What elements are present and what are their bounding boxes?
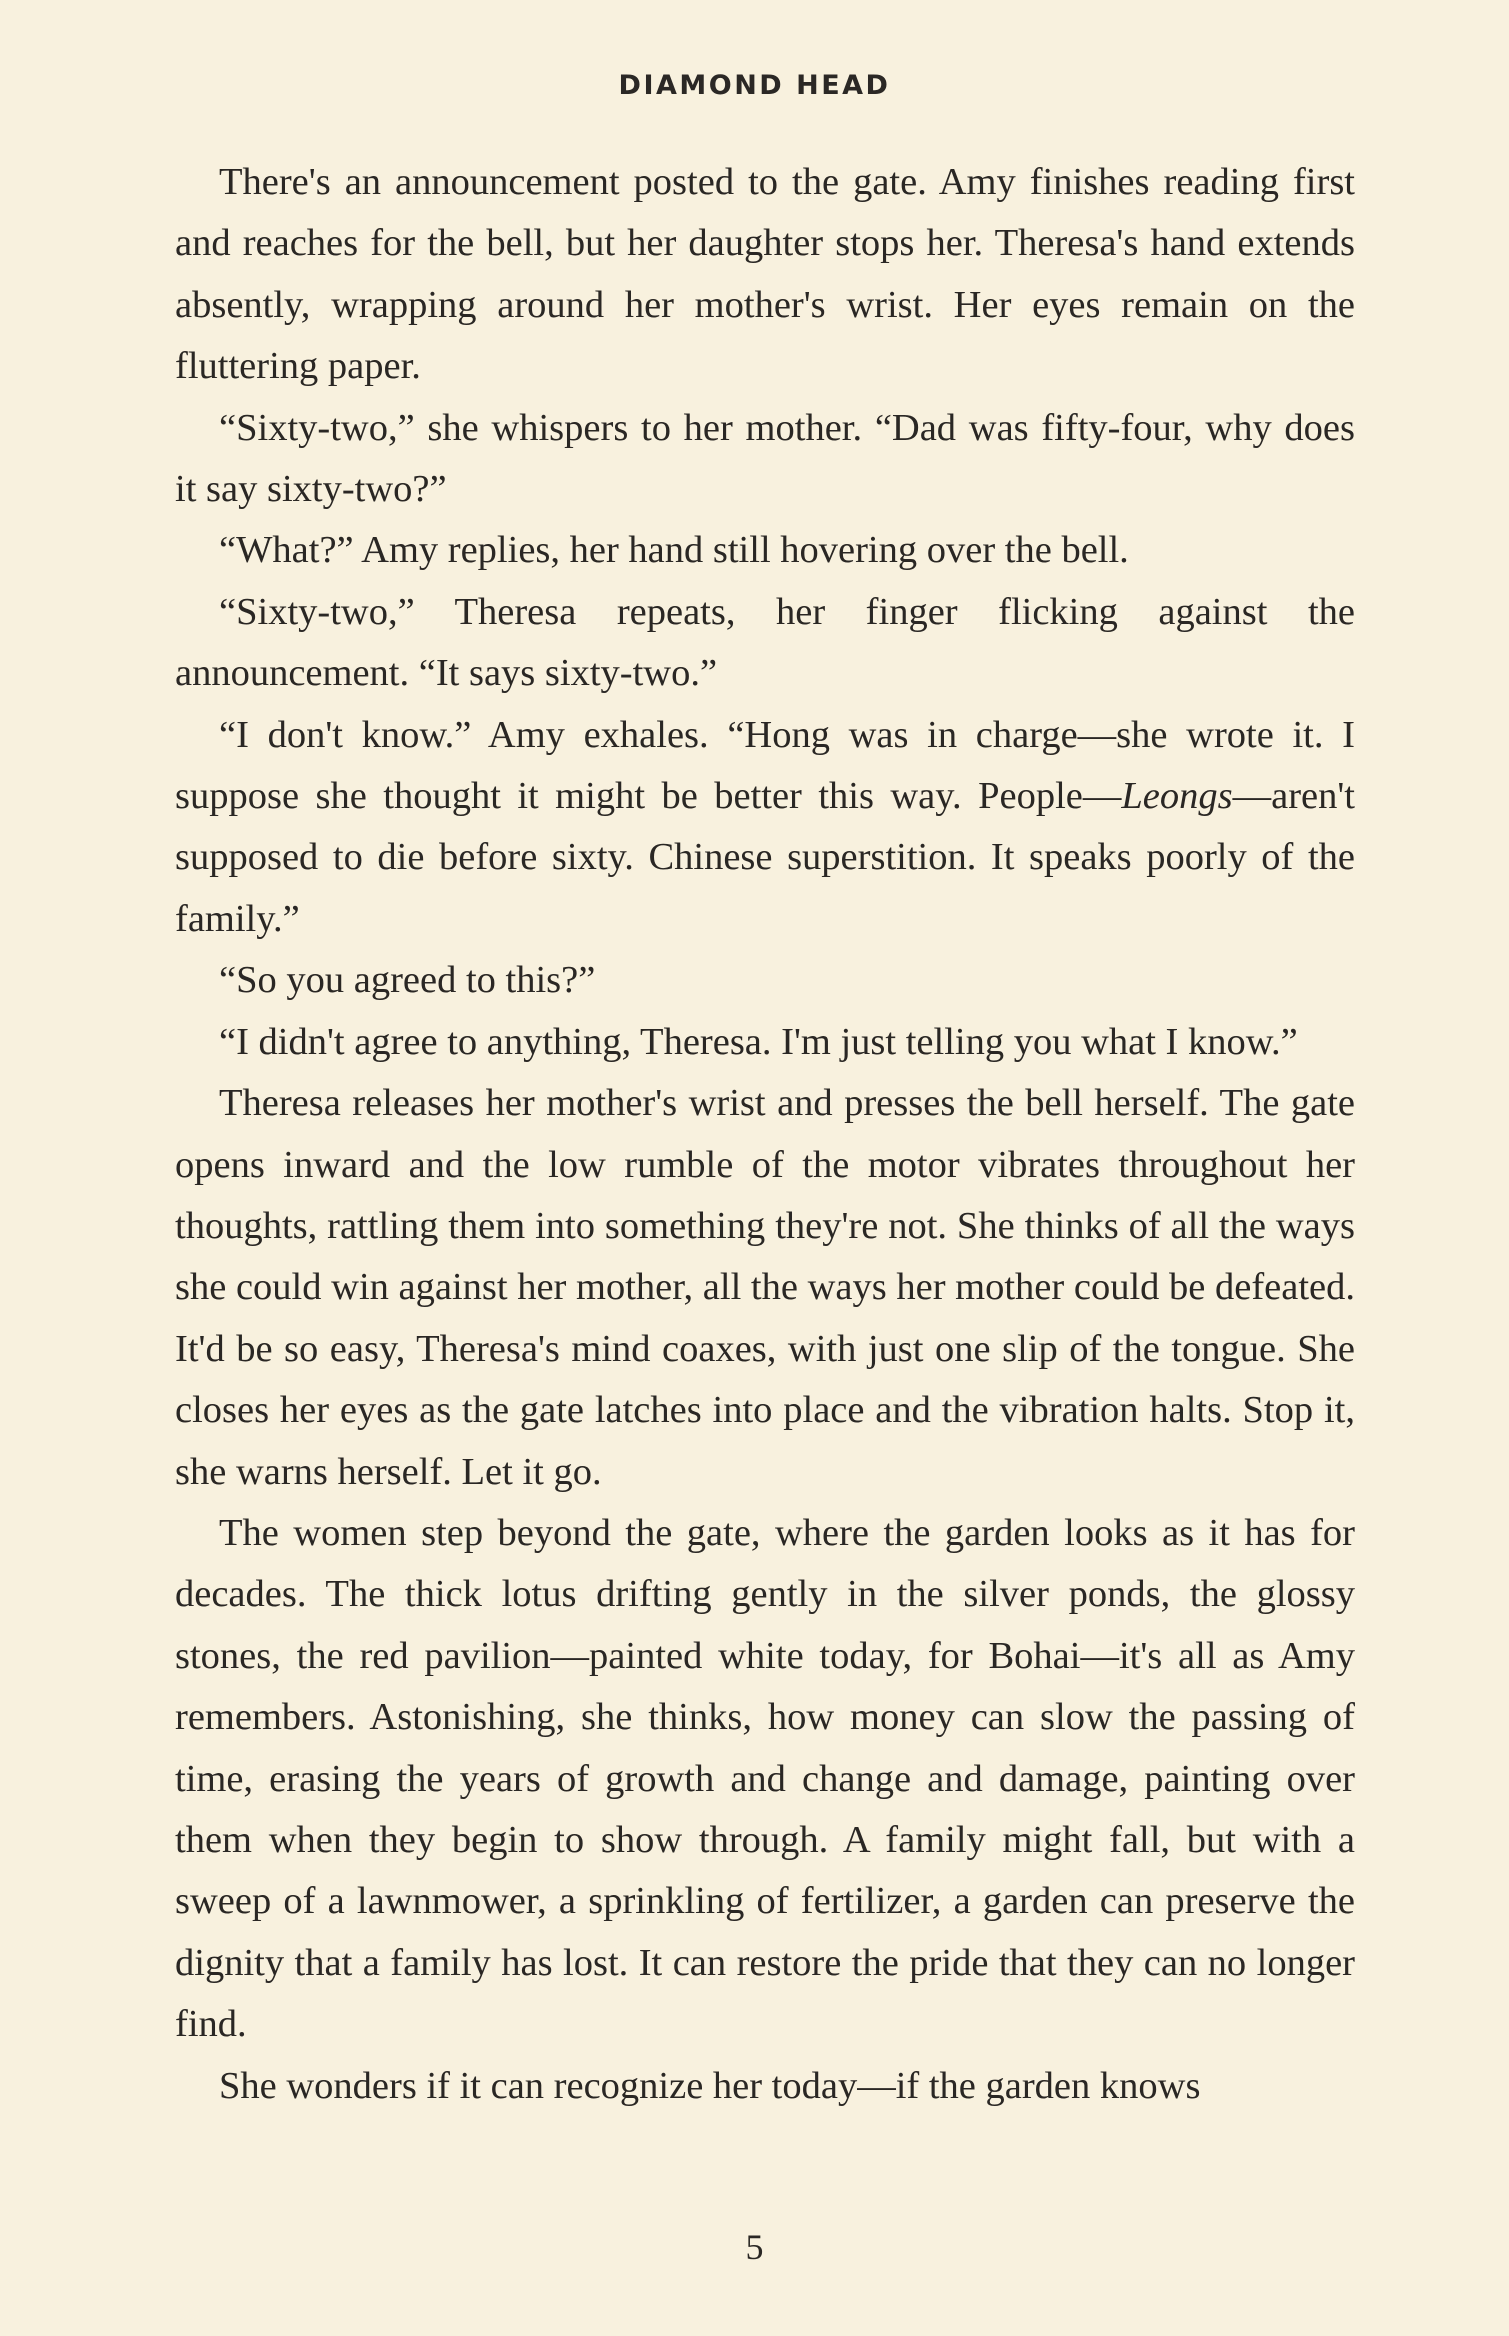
paragraph-2: “Sixty-two,” she whispers to her mother. “Dad was fifty-four, why does it say sixty-two?” <box>175 406 1355 511</box>
paragraph-4: “Sixty-two,” Theresa repeats, her finger flicking against the announcement. “It says sixty-two.” <box>175 590 1355 695</box>
paragraph-5 <box>175 705 1355 951</box>
page-number: 5 <box>745 2227 764 2267</box>
paragraph-7: “I didn't agree to anything, Theresa. I'm just telling you what I know.” <box>219 1020 1298 1063</box>
paragraph-8: Theresa releases her mother's wrist and presses the bell herself. The gate opens inward and the low rumble of the motor vibrates throughout her thoughts, rattling them into something they're not. She thinks of all the ways she could win against her mother, all the ways her mother could be defeated. It'd be so easy, Theresa's mind coaxes, with just one slip of the tongue. She closes her eyes as the gate latches into place and the vibration halts. Stop it, she warns herself. Let it go. <box>175 1082 1355 1493</box>
paragraph-1: There's an announcement posted to the gate. Amy finishes reading first and reaches for the bell, but her daughter stops her. Theresa's hand extends absently, wrapping around her mother's wrist. Her eyes remain on the fluttering paper. <box>175 161 1355 388</box>
paragraph-6: “So you agreed to this?” <box>219 959 596 1002</box>
body-text <box>175 152 1355 2117</box>
paragraph-3: “What?” Amy replies, her hand still hovering over the bell. <box>219 529 1129 572</box>
running-head: DIAMOND HEAD <box>618 70 891 101</box>
paragraph-10: She wonders if it can recognize her today—if the garden knows <box>219 2064 1201 2107</box>
paragraph-5-italic-leongs: Leongs <box>1121 775 1233 818</box>
paragraph-5-part-1: “I don't know.” Amy exhales. “Hong was in charge—she wrote it. I suppose she thought it might be better this way. People— <box>175 713 1355 818</box>
paragraph-5-part-2: —aren't supposed to die before sixty. Chinese superstition. It speaks poorly of the family.” <box>175 775 1355 940</box>
paragraph-9: The women step beyond the gate, where the garden looks as it has for decades. The thick lotus drifting gently in the silver ponds, the glossy stones, the red pavilion—painted white today, for Bohai—it's all as Amy remembers. Astonishing, she thinks, how money can slow the passing of time, erasing the years of growth and change and damage, painting over them when they begin to show through. A family might fall, but with a sweep of a lawnmower, a sprinkling of fertilizer, a garden can preserve the dignity that a family has lost. It can restore the pride that they can no longer find. <box>175 1511 1355 2046</box>
